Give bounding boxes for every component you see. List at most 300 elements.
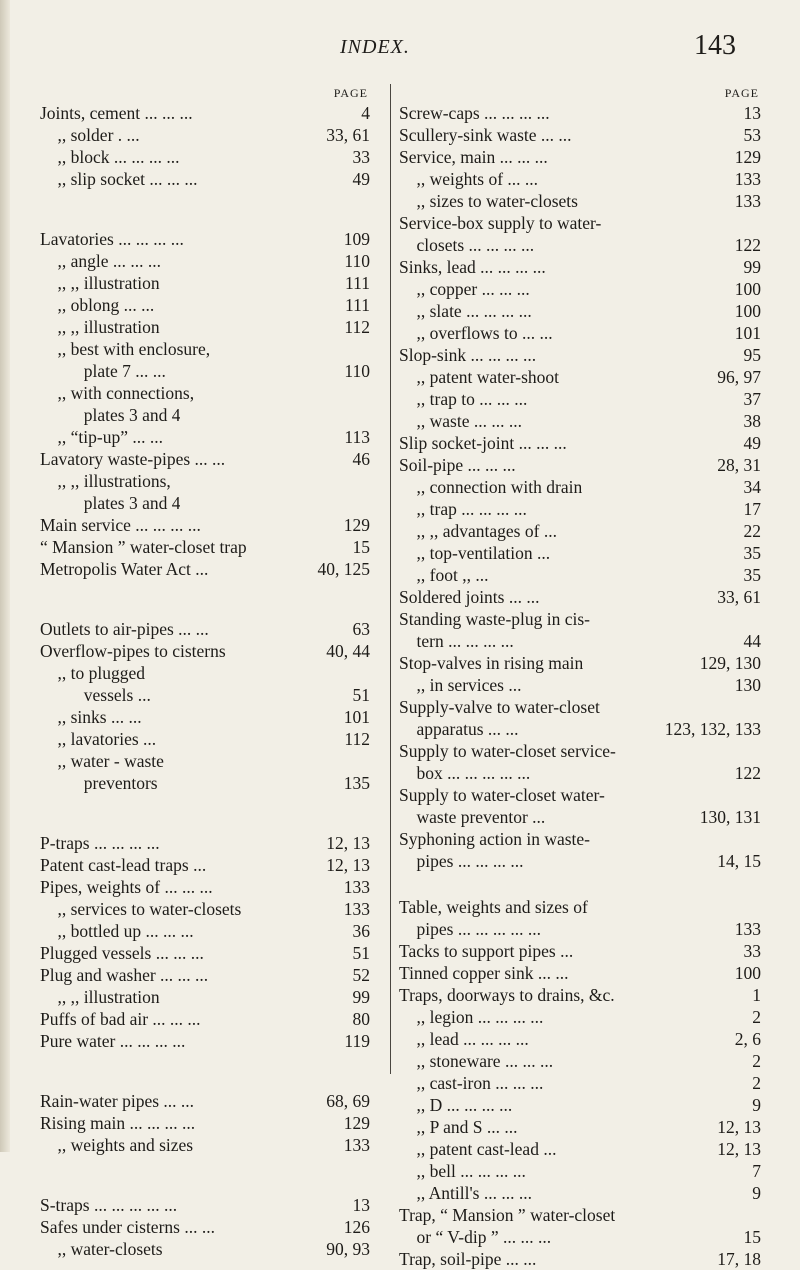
entry-page-ref <box>328 338 370 360</box>
entry-text: Lavatory waste-pipes ... ... <box>40 449 226 469</box>
entry-page-ref <box>719 740 761 762</box>
entry-page-ref: 129 <box>343 515 370 535</box>
entry-page-ref: 33 <box>352 147 370 167</box>
index-entry <box>399 1226 761 1248</box>
index-entry <box>399 984 761 1006</box>
entry-page-ref: 101 <box>734 323 761 343</box>
index-entry <box>40 1216 370 1238</box>
entry-text: ,, patent water-shoot <box>399 367 560 387</box>
index-entry <box>399 630 761 652</box>
entry-page-ref: 133 <box>343 1135 370 1155</box>
entry-page-ref: 133 <box>734 919 761 939</box>
entry-page-ref: 80 <box>352 1009 370 1029</box>
entry-text: Service, main ... ... ... <box>399 147 548 167</box>
entry-page-ref: 68, 69 <box>326 1091 370 1111</box>
entry-text: ,, sizes to water-closets <box>399 191 578 211</box>
entry-page-ref: 99 <box>743 257 761 277</box>
entry-text: Main service ... ... ... ... <box>40 515 201 535</box>
entry-page-ref: 4 <box>361 103 370 123</box>
entry-page-ref: 37 <box>743 389 761 409</box>
index-entry <box>40 964 370 986</box>
entry-page-ref: 113 <box>344 427 370 447</box>
entry-page-ref: 2 <box>752 1073 761 1093</box>
entry-text: ,, waste ... ... ... <box>399 411 522 431</box>
index-entry <box>399 102 761 124</box>
entry-text: ,, ,, advantages of ... <box>399 521 557 541</box>
index-entry <box>399 388 761 410</box>
entry-text: ,, to plugged <box>40 663 145 683</box>
index-entry <box>399 322 761 344</box>
index-entry <box>40 1194 370 1216</box>
index-entry <box>399 454 761 476</box>
entry-page-ref: 35 <box>743 543 761 563</box>
index-entry <box>40 986 370 1008</box>
entry-page-ref: 13 <box>743 103 761 123</box>
index-entry <box>40 684 370 706</box>
index-entry <box>399 498 761 520</box>
index-entry <box>40 228 370 250</box>
entry-text: ,, ,, illustration <box>40 987 160 1007</box>
entry-text: Puffs of bad air ... ... ... <box>40 1009 201 1029</box>
entry-text: Trap, “ Mansion ” water-closet <box>399 1205 616 1225</box>
index-entry <box>399 1094 761 1116</box>
entry-page-ref: 34 <box>743 477 761 497</box>
index-entry <box>40 146 370 168</box>
index-entry <box>399 1138 761 1160</box>
entry-text: Slop-sink ... ... ... ... <box>399 345 537 365</box>
index-entry <box>399 696 761 718</box>
entry-page-ref <box>719 212 761 234</box>
entry-text: ,, lavatories ... <box>40 729 157 749</box>
index-entry <box>399 520 761 542</box>
entry-text: Pipes, weights of ... ... ... <box>40 877 213 897</box>
group-spacer <box>40 190 370 228</box>
entry-text: ,, ,, illustrations, <box>40 471 171 491</box>
entry-page-ref: 2, 6 <box>734 1029 761 1049</box>
index-entry <box>399 896 761 918</box>
index-entry <box>399 234 761 256</box>
entry-text: ,, “tip-up” ... ... <box>40 427 163 447</box>
index-entry <box>40 1238 370 1260</box>
index-entry <box>399 1006 761 1028</box>
entry-page-ref: 17, 18 <box>717 1249 761 1269</box>
entry-text: ,, trap to ... ... ... <box>399 389 528 409</box>
index-entry <box>40 558 370 580</box>
index-entry <box>40 706 370 728</box>
left-entries <box>40 102 370 1260</box>
entry-page-ref <box>328 404 370 426</box>
entry-text: plates 3 and 4 <box>40 405 181 425</box>
index-entry <box>40 492 370 514</box>
entry-page-ref: 9 <box>752 1095 761 1115</box>
entry-text: ,, with connections, <box>40 383 195 403</box>
index-entry <box>399 564 761 586</box>
index-entry <box>399 608 761 630</box>
entry-text: box ... ... ... ... ... <box>399 763 531 783</box>
entry-text: pipes ... ... ... ... <box>399 851 524 871</box>
entry-page-ref: 122 <box>734 235 761 255</box>
index-entry <box>40 876 370 898</box>
entry-text: pipes ... ... ... ... ... <box>399 919 541 939</box>
index-entry <box>399 432 761 454</box>
entry-text: Overflow-pipes to cisterns <box>40 641 226 661</box>
entry-text: P-traps ... ... ... ... <box>40 833 160 853</box>
index-entry <box>40 750 370 772</box>
entry-page-ref: 13 <box>352 1195 370 1215</box>
index-entry <box>40 618 370 640</box>
entry-text: ,, oblong ... ... <box>40 295 155 315</box>
group-spacer <box>40 1052 370 1090</box>
entry-text: ,, in services ... <box>399 675 522 695</box>
index-entry <box>399 740 761 762</box>
index-entry <box>40 168 370 190</box>
index-entry <box>40 250 370 272</box>
group-spacer <box>399 872 761 896</box>
entry-text: ,, stoneware ... ... ... <box>399 1051 554 1071</box>
entry-text: Supply-valve to water-closet <box>399 697 600 717</box>
entry-text: ,, ,, illustration <box>40 273 160 293</box>
index-entry <box>399 586 761 608</box>
entry-page-ref: 99 <box>352 987 370 1007</box>
entry-page-ref: 12, 13 <box>326 833 370 853</box>
index-entry <box>40 854 370 876</box>
index-entry <box>40 728 370 750</box>
entry-text: Service-box supply to water- <box>399 213 602 233</box>
index-column-left <box>40 84 370 1260</box>
index-entry <box>40 470 370 492</box>
index-entry <box>40 536 370 558</box>
entry-page-ref: 12, 13 <box>717 1139 761 1159</box>
entry-page-ref: 133 <box>734 169 761 189</box>
index-entry <box>40 514 370 536</box>
entry-text: Metropolis Water Act ... <box>40 559 209 579</box>
entry-text: ,, angle ... ... ... <box>40 251 162 271</box>
entry-page-ref: 119 <box>344 1031 370 1051</box>
entry-text: Stop-valves in rising main <box>399 653 584 673</box>
index-column-right <box>390 84 761 1269</box>
index-entry <box>40 640 370 662</box>
entry-text: apparatus ... ... <box>399 719 519 739</box>
index-entry <box>399 652 761 674</box>
entry-page-ref: 53 <box>743 125 761 145</box>
index-entry <box>399 1204 761 1226</box>
entry-page-ref: 112 <box>344 317 370 337</box>
index-entry <box>399 410 761 432</box>
entry-page-ref: 112 <box>344 729 370 749</box>
entry-page-ref: 9 <box>752 1183 761 1203</box>
entry-text: Safes under cisterns ... ... <box>40 1217 215 1237</box>
entry-page-ref: 12, 13 <box>326 855 370 875</box>
entry-text: Traps, doorways to drains, &c. <box>399 985 615 1005</box>
entry-text: Outlets to air-pipes ... ... <box>40 619 209 639</box>
entry-page-ref: 122 <box>734 763 761 783</box>
index-entry <box>40 382 370 404</box>
index-entry <box>40 448 370 470</box>
index-entry <box>40 426 370 448</box>
binding-edge <box>0 0 10 1152</box>
entry-page-ref: 40, 44 <box>326 641 370 661</box>
entry-text: ,, overflows to ... ... <box>399 323 553 343</box>
entry-text: Trap, soil-pipe ... ... <box>399 1249 537 1269</box>
index-entry <box>40 898 370 920</box>
entry-text: ,, services to water-closets <box>40 899 242 919</box>
entry-text: ,, slip socket ... ... ... <box>40 169 198 189</box>
entry-text: ,, foot ,, ... <box>399 565 489 585</box>
entry-page-ref <box>719 1204 761 1226</box>
index-entry <box>40 272 370 294</box>
index-entry <box>399 674 761 696</box>
index-entry <box>40 920 370 942</box>
entry-page-ref: 95 <box>743 345 761 365</box>
index-entry <box>40 1030 370 1052</box>
entry-text: ,, lead ... ... ... ... <box>399 1029 529 1049</box>
entry-page-ref: 133 <box>343 899 370 919</box>
entry-page-ref <box>328 492 370 514</box>
index-entry <box>399 278 761 300</box>
entry-text: or “ V-dip ” ... ... ... <box>399 1227 552 1247</box>
entry-page-ref: 40, 125 <box>317 559 370 579</box>
entry-page-ref: 135 <box>343 773 370 793</box>
entry-text: plates 3 and 4 <box>40 493 181 513</box>
entry-page-ref: 123, 132, 133 <box>664 719 761 739</box>
page-column-label: PAGE <box>724 86 759 100</box>
entry-text: tern ... ... ... ... <box>399 631 514 651</box>
entry-page-ref <box>328 382 370 404</box>
index-entry <box>399 212 761 234</box>
entry-text: Supply to water-closet water- <box>399 785 605 805</box>
entry-page-ref: 52 <box>352 965 370 985</box>
entry-page-ref: 110 <box>344 361 370 381</box>
entry-page-ref <box>719 896 761 918</box>
index-entry <box>40 404 370 426</box>
index-entry <box>40 316 370 338</box>
entry-text: ,, cast-iron ... ... ... <box>399 1073 544 1093</box>
entry-text: ,, best with enclosure, <box>40 339 211 359</box>
entry-text: ,, Antill's ... ... ... <box>399 1183 532 1203</box>
index-entry <box>40 942 370 964</box>
entry-page-ref: 51 <box>352 685 370 705</box>
entry-page-ref: 12, 13 <box>717 1117 761 1137</box>
entry-text: Rising main ... ... ... ... <box>40 1113 196 1133</box>
right-entries <box>399 102 761 1270</box>
entry-page-ref: 111 <box>345 295 370 315</box>
entry-text: S-traps ... ... ... ... ... <box>40 1195 178 1215</box>
entry-text: Syphoning action in waste- <box>399 829 591 849</box>
index-entry <box>399 1050 761 1072</box>
entry-page-ref <box>719 696 761 718</box>
index-entry <box>399 918 761 940</box>
group-spacer <box>40 794 370 832</box>
entry-page-ref: 130, 131 <box>699 807 761 827</box>
index-entry <box>399 146 761 168</box>
page-number: 143 <box>694 30 736 61</box>
entry-text: Soil-pipe ... ... ... <box>399 455 516 475</box>
entry-text: ,, connection with drain <box>399 477 583 497</box>
entry-page-ref: 2 <box>752 1051 761 1071</box>
entry-text: ,, block ... ... ... ... <box>40 147 180 167</box>
index-entry <box>40 1090 370 1112</box>
entry-page-ref: 100 <box>734 279 761 299</box>
index-entry <box>40 1112 370 1134</box>
entry-text: Sinks, lead ... ... ... ... <box>399 257 546 277</box>
entry-page-ref: 14, 15 <box>717 851 761 871</box>
entry-text: Plug and washer ... ... ... <box>40 965 209 985</box>
index-entry <box>399 366 761 388</box>
entry-page-ref: 109 <box>343 229 370 249</box>
index-entry <box>399 1182 761 1204</box>
entry-text: Patent cast-lead traps ... <box>40 855 207 875</box>
entry-page-ref <box>328 750 370 772</box>
entry-text: waste preventor ... <box>399 807 546 827</box>
entry-page-ref: 100 <box>734 301 761 321</box>
entry-page-ref: 101 <box>343 707 370 727</box>
index-entry <box>40 832 370 854</box>
entry-page-ref: 1 <box>752 985 761 1005</box>
entry-page-ref: 33, 61 <box>326 125 370 145</box>
entry-page-ref <box>719 608 761 630</box>
index-entry <box>399 1248 761 1270</box>
group-spacer <box>40 1156 370 1194</box>
entry-text: ,, ,, illustration <box>40 317 160 337</box>
index-entry <box>399 190 761 212</box>
index-entry <box>399 124 761 146</box>
entry-text: preventors <box>40 773 158 793</box>
entry-text: Table, weights and sizes of <box>399 897 588 917</box>
index-entry <box>40 1134 370 1156</box>
index-entry <box>40 662 370 684</box>
entry-text: Screw-caps ... ... ... ... <box>399 103 550 123</box>
index-entry <box>399 476 761 498</box>
entry-text: ,, bell ... ... ... ... <box>399 1161 526 1181</box>
index-entry <box>40 360 370 382</box>
entry-text: ,, legion ... ... ... ... <box>399 1007 544 1027</box>
entry-text: Pure water ... ... ... ... <box>40 1031 186 1051</box>
entry-text: Standing waste-plug in cis- <box>399 609 591 629</box>
entry-text: ,, copper ... ... ... <box>399 279 530 299</box>
entry-page-ref: 36 <box>352 921 370 941</box>
entry-page-ref <box>719 828 761 850</box>
index-entry <box>40 1008 370 1030</box>
entry-page-ref: 133 <box>343 877 370 897</box>
index-entry <box>399 168 761 190</box>
entry-text: ,, water - waste <box>40 751 164 771</box>
index-entry <box>399 806 761 828</box>
entry-text: ,, slate ... ... ... ... <box>399 301 532 321</box>
entry-text: Soldered joints ... ... <box>399 587 540 607</box>
entry-text: ,, weights and sizes <box>40 1135 194 1155</box>
entry-text: Supply to water-closet service- <box>399 741 616 761</box>
entry-text: ,, trap ... ... ... ... <box>399 499 527 519</box>
index-entry <box>399 1028 761 1050</box>
entry-page-ref: 49 <box>352 169 370 189</box>
entry-page-ref: 2 <box>752 1007 761 1027</box>
index-entry <box>399 344 761 366</box>
entry-text: ,, bottled up ... ... ... <box>40 921 194 941</box>
entry-text: ,, solder . ... <box>40 125 140 145</box>
index-entry <box>399 718 761 740</box>
index-entry <box>399 256 761 278</box>
entry-page-ref: 110 <box>344 251 370 271</box>
entry-page-ref: 49 <box>743 433 761 453</box>
index-entry <box>399 940 761 962</box>
index-entry <box>399 850 761 872</box>
index-entry <box>40 124 370 146</box>
entry-text: Slip socket-joint ... ... ... <box>399 433 567 453</box>
entry-text: plate 7 ... ... <box>40 361 166 381</box>
entry-page-ref <box>719 784 761 806</box>
entry-text: ,, patent cast-lead ... <box>399 1139 557 1159</box>
entry-page-ref: 129 <box>343 1113 370 1133</box>
entry-text: closets ... ... ... ... <box>399 235 535 255</box>
entry-page-ref: 96, 97 <box>717 367 761 387</box>
index-entry <box>40 772 370 794</box>
entry-text: ,, P and S ... ... <box>399 1117 518 1137</box>
entry-page-ref: 133 <box>734 191 761 211</box>
entry-text: ,, weights of ... ... <box>399 169 539 189</box>
entry-page-ref: 44 <box>743 631 761 651</box>
entry-page-ref: 15 <box>352 537 370 557</box>
entry-page-ref: 100 <box>734 963 761 983</box>
entry-text: Scullery-sink waste ... ... <box>399 125 572 145</box>
entry-page-ref: 111 <box>345 273 370 293</box>
index-entry <box>40 102 370 124</box>
entry-page-ref: 28, 31 <box>717 455 761 475</box>
entry-text: ,, D ... ... ... ... <box>399 1095 513 1115</box>
index-entry <box>399 1116 761 1138</box>
index-entry <box>399 828 761 850</box>
entry-page-ref: 15 <box>743 1227 761 1247</box>
entry-page-ref: 33, 61 <box>717 587 761 607</box>
index-entry <box>399 1072 761 1094</box>
entry-page-ref <box>328 662 370 684</box>
entry-page-ref <box>328 470 370 492</box>
group-spacer <box>40 580 370 618</box>
index-entry <box>399 762 761 784</box>
entry-text: Tinned copper sink ... ... <box>399 963 569 983</box>
entry-page-ref: 130 <box>734 675 761 695</box>
entry-page-ref: 22 <box>743 521 761 541</box>
index-entry <box>40 294 370 316</box>
entry-page-ref: 51 <box>352 943 370 963</box>
entry-text: Plugged vessels ... ... ... <box>40 943 204 963</box>
index-entry <box>399 962 761 984</box>
entry-page-ref: 17 <box>743 499 761 519</box>
entry-text: Rain-water pipes ... ... <box>40 1091 195 1111</box>
entry-page-ref: 129 <box>734 147 761 167</box>
entry-page-ref: 46 <box>352 449 370 469</box>
entry-page-ref: 129, 130 <box>699 653 761 673</box>
entry-text: vessels ... <box>40 685 151 705</box>
entry-text: ,, top-ventilation ... <box>399 543 551 563</box>
entry-page-ref: 38 <box>743 411 761 431</box>
index-entry <box>40 338 370 360</box>
entry-page-ref: 126 <box>343 1217 370 1237</box>
entry-text: ,, water-closets <box>40 1239 163 1259</box>
entry-text: ,, sinks ... ... <box>40 707 142 727</box>
entry-page-ref: 33 <box>743 941 761 961</box>
page-column-label: PAGE <box>333 86 368 100</box>
entry-text: Joints, cement ... ... ... <box>40 103 193 123</box>
index-entry <box>399 784 761 806</box>
index-entry <box>399 300 761 322</box>
entry-page-ref: 63 <box>352 619 370 639</box>
entry-text: “ Mansion ” water-closet trap <box>40 537 247 557</box>
entry-page-ref: 35 <box>743 565 761 585</box>
entry-text: Lavatories ... ... ... ... <box>40 229 184 249</box>
index-entry <box>399 542 761 564</box>
running-header: INDEX. <box>340 36 410 58</box>
entry-text: Tacks to support pipes ... <box>399 941 574 961</box>
